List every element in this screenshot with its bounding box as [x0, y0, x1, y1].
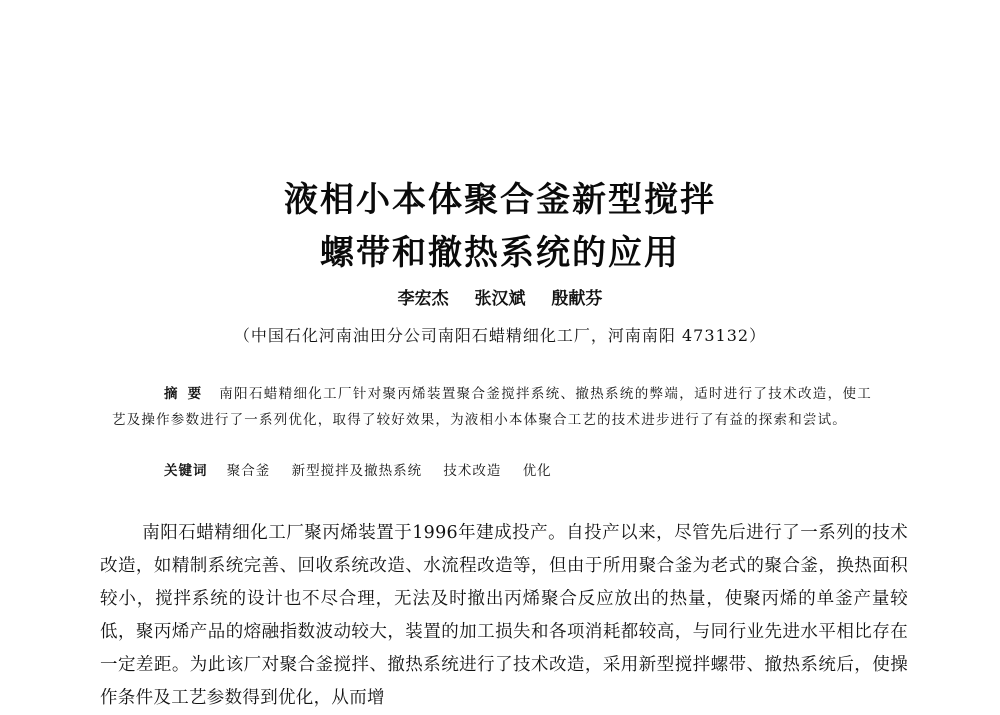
keyword: 聚合釜: [226, 463, 271, 479]
keyword: 新型搅拌及撤热系统: [291, 463, 423, 479]
title-line-1: 液相小本体聚合釜新型搅拌: [284, 180, 716, 220]
abstract-text: 南阳石蜡精细化工厂针对聚丙烯装置聚合釜搅拌系统、撤热系统的弊端，适时进行了技术改造，使工艺及操作参数进行了一系列优化，取得了较好效果，为液相小本体聚合工艺的技术进步进行了有益的探索和尝试。: [112, 386, 872, 428]
authors: 李宏杰 张汉斌 殷献芬: [397, 289, 603, 309]
keywords: [164, 459, 568, 479]
affiliation: （中国石化河南油田分公司南阳石蜡精细化工厂，河南南阳 473132）: [233, 326, 767, 345]
abstract-label: 摘要: [164, 386, 212, 402]
title-line-2: 螺带和撤热系统的应用: [320, 233, 680, 273]
abstract: [112, 381, 872, 433]
body-paragraph: [100, 517, 908, 715]
keywords-label: 关键词: [164, 463, 208, 479]
keyword: 技术改造: [443, 463, 502, 479]
keyword: 优化: [522, 463, 552, 479]
body-text: 南阳石蜡精细化工厂聚丙烯装置于1996年建成投产。自投产以来，尽管先后进行了一系列的技术改造，如精制系统完善、回收系统改造、水流程改造等，但由于所用聚合釜为老式的聚合釜，换热面积较小，搅拌系统的设计也不尽合理，无法及时撤出丙烯聚合反应放出的热量，使聚丙烯的单釜产量较低，聚丙烯产品的熔融指数波动较大，装置的加工损失和各项消耗都较高，与同行业先进水平相比存在一定差距。为此该厂对聚合釜搅拌、撤热系统进行了技术改造，采用新型搅拌螺带、撤热系统后，使操作条件及工艺参数得到优化，从而增: [100, 523, 908, 708]
